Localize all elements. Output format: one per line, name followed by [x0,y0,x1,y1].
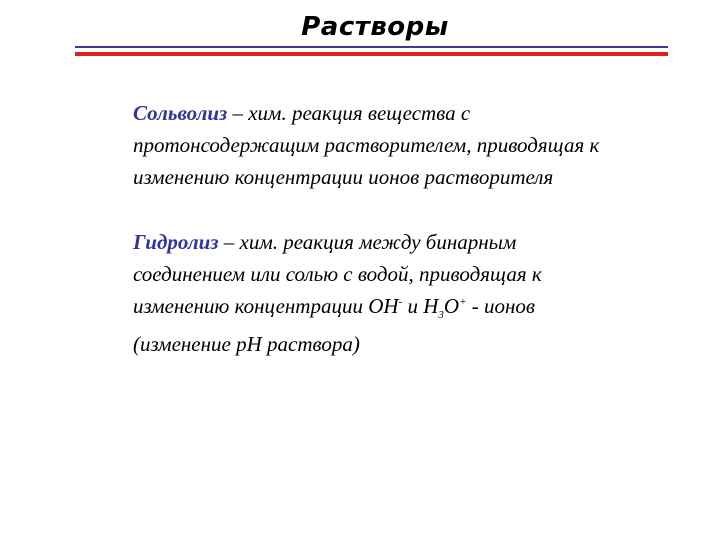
slide-title: Растворы [301,12,449,42]
definition-line [133,290,693,322]
title-rule-blue [75,46,668,48]
definition-solvolysis [133,97,693,193]
definition-line: изменению концентрации ионов растворителя [133,165,554,189]
term-solvolysis: Сольволиз [133,101,228,125]
definition-hydrolysis [133,226,693,360]
definition-text: – хим. реакция вещества с [227,101,471,125]
definition-line [133,226,693,258]
title-rule-red [75,52,668,56]
definition-line [133,97,693,129]
definition-line: соединением или солью с водой, приводящая к [133,262,542,286]
term-hydrolysis: Гидролиз [133,230,219,254]
definition-text: - ионов [466,294,536,318]
definition-text: – хим. реакция между бинарным [218,230,517,254]
definition-text: изменению концентрации ОН [133,294,399,318]
definition-line: (изменение рН раствора) [133,332,360,356]
definition-text: О [443,294,460,318]
definition-text: и Н [402,294,439,318]
definition-line: протонсодержащим растворителем, приводящая к [133,133,600,157]
superscript-minus: - [398,296,403,308]
superscript-plus: + [459,296,467,308]
subscript-three: 3 [438,309,444,322]
